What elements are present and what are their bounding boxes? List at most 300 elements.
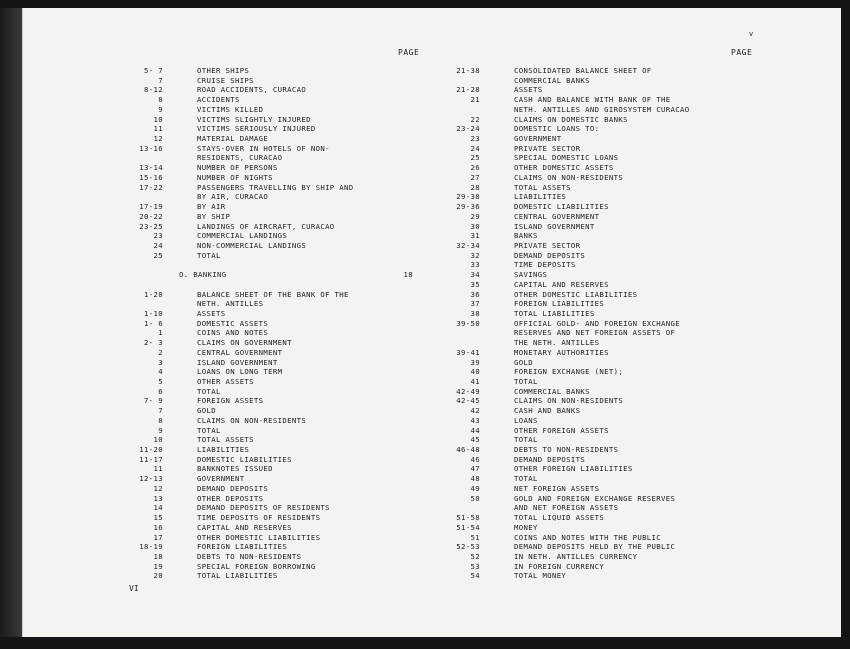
index-entry bbox=[131, 319, 431, 329]
index-entry bbox=[131, 523, 431, 533]
index-entry bbox=[433, 426, 753, 436]
index-entry bbox=[131, 299, 431, 309]
index-entry bbox=[131, 105, 431, 115]
index-entry bbox=[433, 183, 753, 193]
entry-code: 11-20 bbox=[139, 445, 163, 455]
entry-label: SPECIAL DOMESTIC LOANS bbox=[514, 153, 619, 163]
index-entry bbox=[433, 260, 753, 270]
index-entry bbox=[131, 173, 431, 183]
entry-label: DEMAND DEPOSITS OF RESIDENTS bbox=[197, 503, 330, 513]
left-page-column-header: PAGE bbox=[398, 48, 420, 57]
index-entry bbox=[433, 290, 753, 300]
entry-code: 24 bbox=[153, 240, 163, 250]
entry-label: CLAIMS ON NON-RESIDENTS bbox=[514, 172, 624, 182]
entry-label: OTHER FOREIGN ASSETS bbox=[514, 425, 609, 435]
entry-code: 16 bbox=[153, 522, 163, 532]
entry-label: COINS AND NOTES bbox=[197, 328, 269, 338]
entry-label: CLAIMS ON NON-RESIDENTS bbox=[514, 396, 624, 406]
entry-code: 38 bbox=[470, 308, 480, 318]
entry-code: 39-41 bbox=[456, 347, 480, 357]
entry-label: FOREIGN LIABILITIES bbox=[514, 299, 605, 309]
entry-code: 13 bbox=[153, 493, 163, 503]
entry-code: 42-45 bbox=[456, 396, 480, 406]
entry-label: IN FOREIGN CURRENCY bbox=[514, 561, 605, 571]
entry-label: PRIVATE SECTOR bbox=[514, 240, 581, 250]
entry-label: TIME DEPOSITS OF RESIDENTS bbox=[197, 513, 321, 523]
entry-code: 50 bbox=[470, 493, 480, 503]
entry-label: DOMESTIC LIABILITIES bbox=[514, 202, 609, 212]
entry-label: ISLAND GOVERNMENT bbox=[514, 221, 595, 231]
entry-label: NON-COMMERCIAL LANDINGS bbox=[197, 240, 307, 250]
index-entry bbox=[433, 95, 753, 105]
entry-code: 23 bbox=[470, 134, 480, 144]
index-entry bbox=[433, 455, 753, 465]
entry-label: OTHER DOMESTIC LIABILITIES bbox=[197, 532, 321, 542]
index-entry bbox=[433, 319, 753, 329]
right-page-column-header: PAGE bbox=[731, 48, 753, 57]
entry-label: GOLD AND FOREIGN EXCHANGE RESERVES bbox=[514, 493, 676, 503]
index-entry bbox=[131, 435, 431, 445]
entry-label: COINS AND NOTES WITH THE PUBLIC bbox=[514, 532, 662, 542]
entry-code: 35 bbox=[470, 279, 480, 289]
entry-label: BANKNOTES ISSUED bbox=[197, 464, 273, 474]
entry-label: DOMESTIC LIABILITIES bbox=[197, 454, 292, 464]
entry-code: 41 bbox=[470, 377, 480, 386]
entry-label: NETH. ANTILLES AND GIROSYSTEM CURACAO bbox=[514, 104, 690, 114]
entry-code: 28 bbox=[470, 182, 480, 192]
index-entry bbox=[433, 241, 753, 251]
entry-label: LIABILITIES bbox=[197, 445, 250, 455]
index-entry bbox=[433, 513, 753, 523]
index-entry bbox=[433, 552, 753, 562]
entry-label: AND NET FOREIGN ASSETS bbox=[514, 503, 619, 513]
index-entry bbox=[131, 338, 431, 348]
scan-bottom-edge bbox=[0, 637, 850, 649]
entry-code: 23-24 bbox=[456, 124, 480, 134]
index-entry bbox=[433, 192, 753, 202]
entry-label: SPECIAL FOREIGN BORROWING bbox=[197, 561, 316, 571]
entry-code: 24 bbox=[470, 143, 480, 153]
entry-code: 34 bbox=[470, 270, 480, 280]
index-entry bbox=[433, 494, 753, 504]
entry-label: LANDINGS OF AIRCRAFT, CURACAO bbox=[197, 221, 335, 231]
entry-label: GOVERNMENT bbox=[197, 474, 245, 484]
entry-code: 52 bbox=[470, 551, 480, 561]
entry-label: COMMERCIAL BANKS bbox=[514, 386, 590, 396]
entry-label: TOTAL LIABILITIES bbox=[197, 571, 278, 581]
entry-label: THE NETH. ANTILLES bbox=[514, 338, 600, 348]
entry-label: OTHER DOMESTIC ASSETS bbox=[514, 163, 614, 173]
index-entry bbox=[131, 260, 431, 270]
entry-label: DEBTS TO NON-RESIDENTS bbox=[197, 551, 302, 561]
entry-label: LOANS bbox=[514, 415, 538, 425]
entry-label: STAYS-OVER IN HOTELS OF NON- bbox=[197, 143, 330, 153]
entry-code: 10 bbox=[153, 114, 163, 124]
entry-label: VICTIMS KILLED bbox=[197, 104, 264, 114]
entry-label: MONEY bbox=[514, 522, 538, 532]
index-entry bbox=[131, 163, 431, 173]
entry-code: 1 bbox=[158, 328, 163, 338]
entry-label: ACCIDENTS bbox=[197, 95, 240, 105]
entry-label: BY AIR, CURACAO bbox=[197, 192, 269, 202]
index-entry bbox=[433, 309, 753, 319]
entry-code: 6 bbox=[158, 386, 163, 396]
section-heading: O. BANKING bbox=[179, 270, 227, 280]
entry-code: 14 bbox=[153, 503, 163, 513]
index-entry bbox=[131, 367, 431, 377]
binding-gutter bbox=[0, 8, 22, 637]
index-entry bbox=[433, 406, 753, 416]
index-entry bbox=[433, 163, 753, 173]
entry-code: 25 bbox=[153, 250, 163, 260]
index-entry bbox=[433, 222, 753, 232]
index-entry bbox=[131, 484, 431, 494]
index-entry bbox=[433, 66, 753, 76]
index-entry bbox=[433, 328, 753, 338]
index-entry bbox=[433, 134, 753, 144]
entry-code: 29 bbox=[470, 211, 480, 221]
entry-label: TOTAL bbox=[197, 250, 221, 260]
entry-code: 7 bbox=[158, 75, 163, 85]
entry-code: 31 bbox=[470, 231, 480, 241]
entry-label: TOTAL bbox=[197, 386, 221, 396]
index-entry bbox=[131, 183, 431, 193]
index-entry bbox=[131, 494, 431, 504]
entry-label: OFFICIAL GOLD- AND FOREIGN EXCHANGE bbox=[514, 318, 681, 328]
index-entry bbox=[433, 124, 753, 134]
index-entry bbox=[131, 290, 431, 300]
index-entry bbox=[131, 503, 431, 513]
entry-label: DEMAND DEPOSITS bbox=[514, 250, 586, 260]
index-entry bbox=[433, 416, 753, 426]
entry-code: 8 bbox=[158, 95, 163, 105]
index-entry bbox=[131, 328, 431, 338]
index-entry bbox=[131, 426, 431, 436]
index-entry bbox=[433, 202, 753, 212]
entry-code: 5- 7 bbox=[144, 66, 163, 75]
entry-label: GOLD bbox=[514, 357, 533, 367]
index-entry bbox=[131, 76, 431, 86]
index-entry bbox=[433, 115, 753, 125]
entry-code: 19 bbox=[153, 561, 163, 571]
entry-label: TOTAL bbox=[197, 425, 221, 435]
index-entry bbox=[433, 153, 753, 163]
entry-code: 32-34 bbox=[456, 240, 480, 250]
entry-code: 12 bbox=[153, 134, 163, 144]
entry-label: SAVINGS bbox=[514, 270, 548, 280]
entry-label: TOTAL ASSETS bbox=[197, 435, 254, 445]
index-entry bbox=[131, 144, 431, 154]
index-entry bbox=[433, 474, 753, 484]
entry-code: 51-54 bbox=[456, 522, 480, 532]
index-entry bbox=[131, 270, 431, 280]
entry-label: FOREIGN LIABILITIES bbox=[197, 542, 288, 552]
index-entry bbox=[131, 571, 431, 581]
entry-label: CAPITAL AND RESERVES bbox=[197, 522, 292, 532]
entry-code: 13-16 bbox=[139, 143, 163, 153]
entry-code: 43 bbox=[470, 415, 480, 425]
index-entry bbox=[131, 222, 431, 232]
entry-code: 5 bbox=[158, 377, 163, 386]
entry-code: 40 bbox=[470, 367, 480, 377]
index-entry bbox=[131, 542, 431, 552]
index-entry bbox=[433, 484, 753, 494]
entry-label: CASH AND BALANCE WITH BANK OF THE bbox=[514, 95, 671, 105]
entry-label: MONETARY AUTHORITIES bbox=[514, 347, 609, 357]
entry-label: OTHER DOMESTIC LIABILITIES bbox=[514, 289, 638, 299]
entry-code: 11 bbox=[153, 464, 163, 474]
entry-code: 21-28 bbox=[456, 85, 480, 95]
entry-label: ASSETS bbox=[197, 308, 226, 318]
index-entry bbox=[433, 377, 753, 387]
index-entry bbox=[433, 435, 753, 445]
entry-code: 10 bbox=[153, 435, 163, 445]
entry-code: 25 bbox=[470, 153, 480, 163]
entry-label: CONSOLIDATED BALANCE SHEET OF bbox=[514, 66, 652, 75]
entry-code: 39 bbox=[470, 357, 480, 367]
entry-code: 23-25 bbox=[139, 221, 163, 231]
entry-code: 7- 9 bbox=[144, 396, 163, 406]
entry-code: 20-22 bbox=[139, 211, 163, 221]
index-entry bbox=[433, 533, 753, 543]
entry-code: 12 bbox=[153, 483, 163, 493]
entry-code: 46 bbox=[470, 454, 480, 464]
entry-label: TOTAL ASSETS bbox=[514, 182, 571, 192]
index-entry bbox=[433, 173, 753, 183]
entry-label: COMMERCIAL LANDINGS bbox=[197, 231, 288, 241]
entry-code: 27 bbox=[470, 172, 480, 182]
entry-label: TOTAL bbox=[514, 474, 538, 484]
entry-code: 1-10 bbox=[144, 308, 163, 318]
index-entry bbox=[433, 212, 753, 222]
entry-code: 44 bbox=[470, 425, 480, 435]
entry-label: FOREIGN EXCHANGE (NET); bbox=[514, 367, 624, 377]
entry-label: FOREIGN ASSETS bbox=[197, 396, 264, 406]
corner-mark: v bbox=[749, 30, 754, 38]
entry-code: 15-16 bbox=[139, 172, 163, 182]
entry-label: TOTAL bbox=[514, 435, 538, 445]
entry-code: 4 bbox=[158, 367, 163, 377]
entry-label: DOMESTIC LOANS TO: bbox=[514, 124, 600, 134]
entry-label: ISLAND GOVERNMENT bbox=[197, 357, 278, 367]
entry-code: 17-19 bbox=[139, 202, 163, 212]
entry-code: 54 bbox=[470, 571, 480, 581]
entry-label: RESERVES AND NET FOREIGN ASSETS OF bbox=[514, 328, 676, 338]
index-entry bbox=[433, 144, 753, 154]
entry-label: CLAIMS ON NON-RESIDENTS bbox=[197, 415, 307, 425]
entry-code: 53 bbox=[470, 561, 480, 571]
entry-code: 12-13 bbox=[139, 474, 163, 484]
index-entry bbox=[131, 134, 431, 144]
index-entry bbox=[131, 552, 431, 562]
index-entry bbox=[131, 309, 431, 319]
entry-code: 1-20 bbox=[144, 289, 163, 299]
index-entry bbox=[433, 76, 753, 86]
entry-code: 39-50 bbox=[456, 318, 480, 328]
entry-code: 11-17 bbox=[139, 454, 163, 464]
index-entry bbox=[131, 66, 431, 76]
index-entry bbox=[433, 571, 753, 581]
entry-code: 17-22 bbox=[139, 182, 163, 192]
entry-code: 20 bbox=[153, 571, 163, 581]
entry-label: CLAIMS ON GOVERNMENT bbox=[197, 338, 292, 348]
entry-code: 48 bbox=[470, 474, 480, 484]
right-index-column bbox=[433, 66, 753, 581]
entry-code: 2 bbox=[158, 347, 163, 357]
index-entry bbox=[131, 445, 431, 455]
left-index-column bbox=[131, 66, 431, 581]
entry-code: 22 bbox=[470, 114, 480, 124]
entry-label: BANKS bbox=[514, 231, 538, 241]
index-entry bbox=[131, 455, 431, 465]
entry-label: LIABILITIES bbox=[514, 192, 567, 202]
index-entry bbox=[433, 338, 753, 348]
index-entry bbox=[433, 562, 753, 572]
index-entry bbox=[131, 358, 431, 368]
index-entry bbox=[433, 231, 753, 241]
entry-label: ASSETS bbox=[514, 85, 543, 95]
entry-label: BALANCE SHEET OF THE BANK OF THE bbox=[197, 289, 349, 299]
index-entry bbox=[131, 464, 431, 474]
index-entry bbox=[433, 358, 753, 368]
entry-code: 52-53 bbox=[456, 542, 480, 552]
index-entry bbox=[131, 513, 431, 523]
entry-code: 9 bbox=[158, 104, 163, 114]
index-entry bbox=[131, 192, 431, 202]
entry-code: 21-38 bbox=[456, 66, 480, 75]
index-entry bbox=[131, 533, 431, 543]
index-entry bbox=[433, 299, 753, 309]
entry-code: 9 bbox=[158, 425, 163, 435]
entry-code: 15 bbox=[153, 513, 163, 523]
entry-code: 32 bbox=[470, 250, 480, 260]
index-entry bbox=[131, 396, 431, 406]
index-entry bbox=[131, 377, 431, 387]
entry-code: 1- 6 bbox=[144, 318, 163, 328]
index-entry bbox=[433, 396, 753, 406]
index-entry bbox=[131, 474, 431, 484]
index-entry bbox=[433, 270, 753, 280]
index-entry bbox=[131, 115, 431, 125]
index-entry bbox=[131, 241, 431, 251]
entry-label: OTHER SHIPS bbox=[197, 66, 250, 75]
entry-label: CRUISE SHIPS bbox=[197, 75, 254, 85]
entry-code: 51 bbox=[470, 532, 480, 542]
entry-code: 3 bbox=[158, 357, 163, 367]
entry-code: 29-36 bbox=[456, 202, 480, 212]
entry-label: OTHER DEPOSITS bbox=[197, 493, 264, 503]
index-entry bbox=[433, 445, 753, 455]
entry-code: 21 bbox=[470, 95, 480, 105]
index-entry bbox=[131, 406, 431, 416]
entry-code: 7 bbox=[158, 406, 163, 416]
entry-code: 33 bbox=[470, 260, 480, 270]
entry-code: 8 bbox=[158, 415, 163, 425]
index-entry bbox=[131, 387, 431, 397]
entry-label: VICTIMS SLIGHTLY INJURED bbox=[197, 114, 311, 124]
entry-code: 29-38 bbox=[456, 192, 480, 202]
entry-label: PASSENGERS TRAVELLING BY SHIP AND bbox=[197, 182, 354, 192]
entry-label: VICTIMS SERIOUSLY INJURED bbox=[197, 124, 316, 134]
entry-label: NET FOREIGN ASSETS bbox=[514, 483, 600, 493]
entry-label: TIME DEPOSITS bbox=[514, 260, 576, 270]
entry-code: 17 bbox=[153, 532, 163, 542]
entry-code: 49 bbox=[470, 483, 480, 493]
entry-label: BY AIR bbox=[197, 202, 226, 212]
entry-label: TOTAL LIQUID ASSETS bbox=[514, 513, 605, 523]
entry-label: DEMAND DEPOSITS bbox=[197, 483, 269, 493]
entry-code: 2- 3 bbox=[144, 338, 163, 348]
entry-label: MATERIAL DAMAGE bbox=[197, 134, 269, 144]
index-entry bbox=[131, 95, 431, 105]
index-entry bbox=[131, 348, 431, 358]
document-page bbox=[22, 8, 841, 637]
entry-code: 45 bbox=[470, 435, 480, 445]
entry-code: 46-48 bbox=[456, 445, 480, 455]
entry-code: 8-12 bbox=[144, 85, 163, 95]
index-entry bbox=[433, 523, 753, 533]
entry-label: CAPITAL AND RESERVES bbox=[514, 279, 609, 289]
entry-code: 36 bbox=[470, 289, 480, 299]
entry-label: OTHER ASSETS bbox=[197, 377, 254, 386]
entry-label: COMMERCIAL BANKS bbox=[514, 75, 590, 85]
entry-label: NUMBER OF NIGHTS bbox=[197, 172, 273, 182]
entry-code: 42 bbox=[470, 406, 480, 416]
index-entry bbox=[131, 202, 431, 212]
index-entry bbox=[131, 85, 431, 95]
entry-label: NUMBER OF PERSONS bbox=[197, 163, 278, 173]
index-entry bbox=[131, 153, 431, 163]
entry-code: 30 bbox=[470, 221, 480, 231]
index-entry bbox=[131, 124, 431, 134]
index-entry bbox=[433, 387, 753, 397]
entry-label: RESIDENTS, CURACAO bbox=[197, 153, 283, 163]
index-entry bbox=[131, 416, 431, 426]
entry-label: TOTAL bbox=[514, 377, 538, 386]
entry-label: CENTRAL GOVERNMENT bbox=[197, 347, 283, 357]
entry-code: 13-14 bbox=[139, 163, 163, 173]
index-entry bbox=[433, 280, 753, 290]
entry-code: 11 bbox=[153, 124, 163, 134]
entry-label: TOTAL MONEY bbox=[514, 571, 567, 581]
page-number: VI bbox=[129, 584, 139, 593]
entry-label: PRIVATE SECTOR bbox=[514, 143, 581, 153]
entry-label: OTHER FOREIGN LIABILITIES bbox=[514, 464, 633, 474]
index-entry bbox=[131, 280, 431, 290]
entry-code: 23 bbox=[153, 231, 163, 241]
entry-label: CASH AND BANKS bbox=[514, 406, 581, 416]
entry-label: CENTRAL GOVERNMENT bbox=[514, 211, 600, 221]
entry-label: NETH. ANTILLES bbox=[197, 299, 264, 309]
index-entry bbox=[131, 562, 431, 572]
entry-label: IN NETH. ANTILLES CURRENCY bbox=[514, 551, 638, 561]
entry-label: DEMAND DEPOSITS bbox=[514, 454, 586, 464]
entry-label: ROAD ACCIDENTS, CURACAO bbox=[197, 85, 307, 95]
entry-code: 26 bbox=[470, 163, 480, 173]
entry-code: 51-58 bbox=[456, 513, 480, 523]
entry-code: 37 bbox=[470, 299, 480, 309]
entry-label: LOANS ON LONG TERM bbox=[197, 367, 283, 377]
entry-code: 18-19 bbox=[139, 542, 163, 552]
index-entry bbox=[433, 251, 753, 261]
entry-code: 42-49 bbox=[456, 386, 480, 396]
index-entry bbox=[433, 348, 753, 358]
entry-label: TOTAL LIABILITIES bbox=[514, 308, 595, 318]
index-entry bbox=[433, 464, 753, 474]
entry-label: GOVERNMENT bbox=[514, 134, 562, 144]
entry-page-number: 18 bbox=[403, 270, 413, 280]
entry-label: GOLD bbox=[197, 406, 216, 416]
